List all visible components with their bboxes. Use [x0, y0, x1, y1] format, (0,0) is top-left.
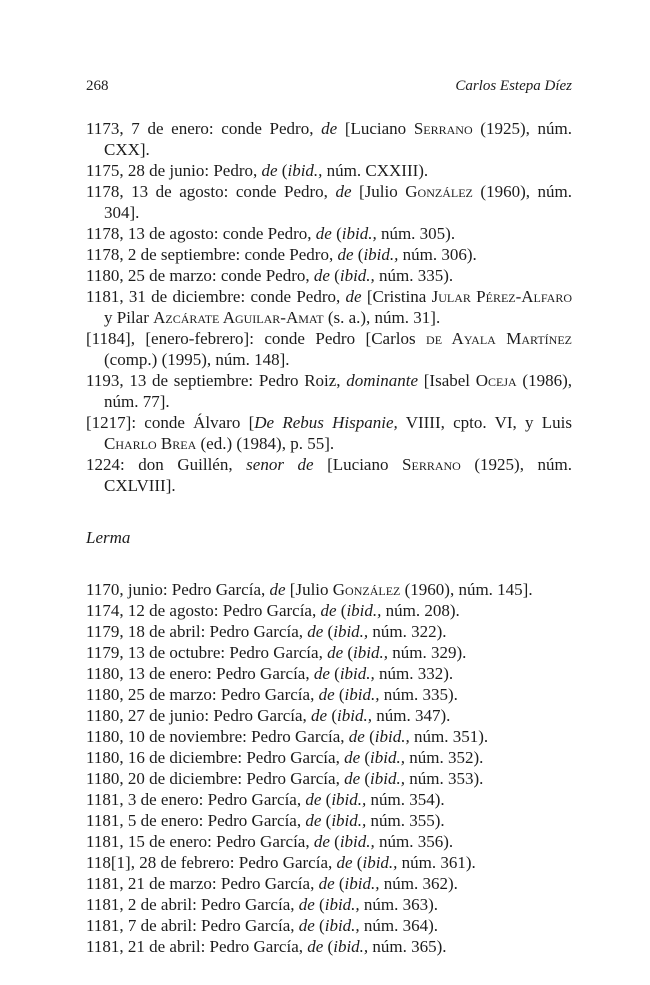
entry-text: núm. 335). — [379, 685, 458, 704]
entry-text: núm. 365). — [368, 937, 447, 956]
entry-list-first-section — [86, 118, 572, 496]
citation-entry — [86, 265, 572, 286]
entry-italic-text: de — [305, 811, 322, 830]
entry-author-name: Serrano — [413, 119, 473, 138]
entry-text: ( — [277, 161, 288, 180]
entry-text: 1180, 10 de noviembre: Pedro García, — [86, 727, 349, 746]
entry-text: [Julio — [285, 580, 333, 599]
entry-italic-text: de — [337, 245, 354, 264]
entry-author-name: González — [332, 580, 401, 599]
citation-entry — [86, 936, 572, 957]
entry-text: núm. 362). — [379, 874, 458, 893]
citation-entry — [86, 873, 572, 894]
entry-text: 1180, 25 de marzo: Pedro García, — [86, 685, 319, 704]
entry-text: 1175, 28 de junio: Pedro, — [86, 161, 262, 180]
entry-italic-text: ibid., — [287, 161, 323, 180]
entry-text: 1181, 7 de abril: Pedro García, — [86, 916, 299, 935]
entry-text: [Julio — [351, 182, 406, 201]
entry-text: núm. 352). — [405, 748, 484, 767]
entry-text: [1184], [enero-febrero]: conde Pedro [Carlos — [86, 329, 427, 348]
entry-text: (comp.) (1995), núm. 148]. — [104, 350, 290, 369]
entry-italic-text: de — [269, 580, 286, 599]
entry-text: núm. 361). — [397, 853, 476, 872]
citation-entry — [86, 852, 572, 873]
entry-text: núm. 363). — [359, 895, 439, 914]
entry-text: ( — [323, 937, 334, 956]
entry-text: 1193, 13 de septiembre: Pedro Roiz, — [86, 371, 347, 390]
entry-text: 1180, 16 de diciembre: Pedro García, — [86, 748, 345, 767]
entry-italic-text: senor de — [246, 455, 314, 474]
entry-italic-text: ibid., — [331, 811, 367, 830]
citation-entry — [86, 370, 572, 412]
citation-entry — [86, 621, 572, 642]
entry-text: 1181, 31 de diciembre: conde Pedro, — [86, 287, 346, 306]
entry-italic-text: de — [318, 874, 335, 893]
entry-text: ( — [336, 601, 347, 620]
entry-text: 1181, 15 de enero: Pedro García, — [86, 832, 314, 851]
entry-italic-text: de — [313, 832, 330, 851]
entry-author-name: de Ayala Martínez — [426, 329, 572, 348]
citation-entry — [86, 286, 572, 328]
entry-italic-text: de — [318, 685, 335, 704]
entry-text: núm. CXXIII). — [322, 161, 429, 180]
entry-italic-text: ibid., — [370, 769, 405, 788]
entry-text: ( — [360, 748, 371, 767]
entry-text: núm. 364). — [359, 916, 439, 935]
entry-text: ( — [364, 727, 375, 746]
entry-text: ( — [314, 895, 325, 914]
entry-text: núm. 355). — [366, 811, 445, 830]
citation-entry — [86, 684, 572, 705]
entry-italic-text: ibid., — [339, 664, 375, 683]
citation-entry — [86, 223, 572, 244]
entry-italic-text: de — [261, 161, 278, 180]
entry-text: ( — [321, 811, 332, 830]
entry-italic-text: ibid., — [363, 245, 399, 264]
citation-entry — [86, 244, 572, 265]
entry-text: ( — [334, 685, 345, 704]
entry-italic-text: ibid., — [339, 832, 375, 851]
entry-text: ( — [343, 643, 354, 662]
entry-author-name: González — [405, 182, 473, 201]
entry-text: 1178, 2 de septiembre: conde Pedro, — [86, 245, 338, 264]
entry-text: ( — [329, 664, 340, 683]
entry-text: 1181, 2 de abril: Pedro García, — [86, 895, 299, 914]
citation-entry — [86, 600, 572, 621]
citation-entry — [86, 642, 572, 663]
entry-text: núm. 332). — [374, 664, 454, 683]
entry-author-name: Jular Pérez-Alfaro — [431, 287, 573, 306]
entry-italic-text: ibid., — [341, 224, 377, 243]
entry-italic-text: de — [344, 748, 361, 767]
entry-text: núm. 322). — [368, 622, 447, 641]
entry-text: núm. 354). — [366, 790, 445, 809]
entry-text: ( — [327, 706, 338, 725]
entry-italic-text: ibid., — [346, 601, 382, 620]
citation-entry — [86, 181, 572, 223]
entry-text: núm. 305). — [376, 224, 456, 243]
entry-text: 1181, 5 de enero: Pedro García, — [86, 811, 306, 830]
entry-text: núm. 351). — [409, 727, 489, 746]
entry-text: (1986), núm. 77]. — [104, 371, 572, 411]
entry-text: 1173, 7 de enero: conde Pedro, — [86, 119, 322, 138]
entry-text: [Isabel — [418, 371, 476, 390]
entry-text: 1180, 20 de diciembre: Pedro García, — [86, 769, 345, 788]
entry-italic-text: de — [345, 287, 362, 306]
entry-italic-text: de — [348, 727, 365, 746]
entry-text: 1174, 12 de agosto: Pedro García, — [86, 601, 321, 620]
entry-italic-text: ibid., — [324, 895, 360, 914]
entry-text: 1180, 13 de enero: Pedro García, — [86, 664, 314, 683]
entry-italic-text: de — [298, 916, 315, 935]
entry-text: 1179, 18 de abril: Pedro García, — [86, 622, 308, 641]
entry-text: (1960), núm. 304]. — [104, 182, 572, 222]
entry-italic-text: ibid., — [333, 622, 369, 641]
entry-text: ( — [352, 853, 363, 872]
page-header — [86, 78, 572, 98]
entry-italic-text: ibid., — [333, 937, 369, 956]
entry-author-name: Oceja — [475, 371, 517, 390]
entry-italic-text: de — [307, 937, 324, 956]
citation-entry — [86, 328, 572, 370]
entry-italic-text: ibid., — [337, 706, 372, 725]
entry-italic-text: de — [313, 266, 330, 285]
entry-text: 1181, 21 de marzo: Pedro García, — [86, 874, 319, 893]
entry-text: y Pilar — [104, 308, 154, 327]
entry-text: 1181, 3 de enero: Pedro García, — [86, 790, 306, 809]
entry-text: 1170, junio: Pedro García, — [86, 580, 270, 599]
citation-entry — [86, 160, 572, 181]
entry-text: [Luciano — [337, 119, 414, 138]
entry-italic-text: ibid., — [324, 916, 360, 935]
citation-entry — [86, 810, 572, 831]
entry-italic-text: de — [327, 643, 344, 662]
entry-text: 1224: don Guillén, — [86, 455, 247, 474]
entry-text: ( — [360, 769, 371, 788]
entry-text: 1178, 13 de agosto: conde Pedro, — [86, 182, 336, 201]
entry-italic-text: de — [321, 119, 338, 138]
entry-text: (ed.) (1984), p. 55]. — [196, 434, 335, 453]
entry-text: [Cristina — [361, 287, 432, 306]
entry-italic-text: ibid., — [331, 790, 367, 809]
page-number: 268 — [86, 78, 109, 94]
running-head-author: Carlos Estepa Díez — [455, 78, 572, 94]
entry-text: 118[1], 28 de febrero: Pedro García, — [86, 853, 337, 872]
entry-author-name: Serrano — [402, 455, 461, 474]
entry-italic-text: ibid., — [344, 874, 380, 893]
entry-text: ( — [331, 224, 342, 243]
entry-text: núm. 353). — [405, 769, 484, 788]
citation-entry — [86, 894, 572, 915]
citation-entry — [86, 454, 572, 496]
citation-entry — [86, 579, 572, 600]
entry-text: 1180, 25 de marzo: conde Pedro, — [86, 266, 314, 285]
citation-entry — [86, 789, 572, 810]
entry-text: núm. 356). — [374, 832, 454, 851]
entry-italic-text: ibid., — [370, 748, 405, 767]
entry-list-lerma — [86, 579, 572, 957]
entry-italic-text: ibid., — [339, 266, 375, 285]
citation-entry — [86, 412, 572, 454]
entry-text: (s. a.), núm. 31]. — [323, 308, 441, 327]
entry-text: ( — [323, 622, 334, 641]
entry-text: núm. 335). — [374, 266, 454, 285]
entry-text: ( — [334, 874, 345, 893]
entry-text: núm. 306). — [398, 245, 477, 264]
entry-text: [Luciano — [313, 455, 403, 474]
citation-entry — [86, 831, 572, 852]
entry-text: ( — [321, 790, 332, 809]
entry-text: núm. 208). — [381, 601, 460, 620]
entry-text: 1181, 21 de abril: Pedro García, — [86, 937, 308, 956]
entry-italic-text: ibid., — [362, 853, 398, 872]
entry-text: 1180, 27 de junio: Pedro García, — [86, 706, 312, 725]
page-body — [86, 118, 572, 957]
entry-italic-text: de — [336, 853, 353, 872]
entry-italic-text: dominante — [346, 371, 419, 390]
entry-text: ( — [353, 245, 364, 264]
entry-italic-text: de — [320, 601, 337, 620]
entry-text: núm. 329). — [388, 643, 467, 662]
entry-text: [1217]: conde Álvaro [ — [86, 413, 255, 432]
citation-entry — [86, 118, 572, 160]
entry-text: 1179, 13 de octubre: Pedro García, — [86, 643, 328, 662]
entry-italic-text: de — [311, 706, 328, 725]
entry-text: (1960), núm. 145]. — [400, 580, 533, 599]
entry-text: 1178, 13 de agosto: conde Pedro, — [86, 224, 316, 243]
entry-text: núm. 347). — [371, 706, 451, 725]
entry-italic-text: ibid., — [344, 685, 380, 704]
entry-italic-text: de — [335, 182, 352, 201]
citation-entry — [86, 705, 572, 726]
entry-author-name: Charlo Brea — [104, 434, 197, 453]
entry-author-name: Azcárate Aguilar-Amat — [153, 308, 324, 327]
section-heading: Lerma — [86, 528, 131, 547]
citation-entry — [86, 915, 572, 936]
entry-text: (1925), núm. CXX]. — [104, 119, 573, 159]
entry-italic-text: ibid., — [353, 643, 388, 662]
entry-italic-text: de — [307, 622, 324, 641]
citation-entry — [86, 768, 572, 789]
entry-text: VIIII, cpto. VI, y Luis — [397, 413, 572, 432]
entry-text: (1925), núm. CXLVIII]. — [104, 455, 572, 495]
entry-italic-text: de — [344, 769, 361, 788]
entry-italic-text: de — [315, 224, 332, 243]
entry-italic-text: De Rebus Hispanie, — [254, 413, 398, 432]
entry-text: ( — [314, 916, 325, 935]
entry-italic-text: de — [313, 664, 330, 683]
entry-text: ( — [329, 832, 340, 851]
citation-entry — [86, 726, 572, 747]
entry-text: ( — [329, 266, 340, 285]
entry-italic-text: ibid., — [374, 727, 410, 746]
entry-italic-text: de — [305, 790, 322, 809]
citation-entry — [86, 663, 572, 684]
entry-italic-text: de — [298, 895, 315, 914]
citation-entry — [86, 747, 572, 768]
